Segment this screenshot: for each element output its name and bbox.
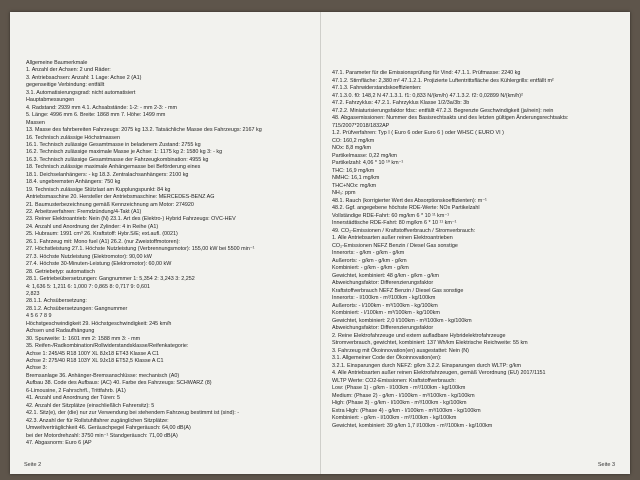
right-line: Außerorts: - l/100km - m³/100km - kg/100km [332,302,438,309]
left-line: 42.1. Sitz(e), der (die) nur zur Verwendung bei stehendem Fahrzeug bestimmt ist (sind): - [26,410,240,417]
left-line: 2,823 [26,290,40,297]
right-line: 48.2. Ggf. angegebene höchste RDE-Werte: NOx Partikelzahl [332,205,480,211]
left-line: gegenseitige Verbindung: entfällt [26,82,105,89]
right-line: 47.1. Parameter für die Emissionsprüfung für Vind: 47.1.1. Prüfmasse: 2240 kg [332,70,521,76]
right-line: 2. Reine Elektrofahrzeuge und extern aufladbare Hybridelektrofahrzeuge [332,332,506,339]
left-line: 28.1.1. Achsübersetzung: [26,298,87,305]
right-line: Medium: (Phase 2) - g/km - l/100km - m³/100km - kg/100km [332,392,475,399]
left-line: 42.3. Anzahl der für Rollstuhlfahrer zugänglichen Sitzplätze: [26,417,169,424]
right-line: THC+NOx: mg/km [332,182,377,189]
left-line: 16. Technisch zulässige Höchstmassen [26,134,120,141]
left-line: 23. Reiner Elektroantrieb: Nein (N) 23.1. Art des (Elektro-) Hybrid Fahrzeugs: OVC-HEV [26,216,236,223]
left-line: 3. Antriebsachsen: Anzahl: 1 Lage: Achse 2 (A1) [26,74,142,81]
right-line: Innerorts: - l/100km - m³/100km - kg/100km [332,295,436,301]
right-line: CO: 160,2 mg/km [332,137,375,144]
left-line: 42. Anzahl der Sitzplätze (einschließlich Fahrersitz): 5 [26,402,155,409]
right-line: 1.2. Prüfverfahren: Typ I ( Euro 6 oder Euro 6 ) oder WHSC ( EURO VI ) [332,130,504,136]
left-line: 22. Arbeitsverfahren: Fremdzündung/4-Takt (A1) [26,209,142,215]
page-3 [322,12,627,474]
left-line: 16.2. Technisch zulässige maximale Masse je Achse: 1: 1175 kg 2: 1580 kg 3: - kg [26,149,223,156]
left-line: 18. Technisch zulässige maximale Anhängemasse bei Beförderung eines [26,164,201,171]
right-line: 49. CO₂-Emissionen / Kraftstoffverbrauch / Stromverbrauch: [332,227,476,234]
right-line: Low: (Phase 1) - g/km - l/100km - m³/100km - kg/100km [332,385,466,391]
right-line: 47.1.3.0. f0: 148,2 N 47.1.3.1. f1: 0,833 N/(km/h) 47.1.3.2. f2: 0,02899 N/(km/h)² [332,92,523,99]
right-line: Außerorts: - g/km - g/km - g/km [332,257,407,264]
right-line: 48. Abgasemissionen: Nummer des Basisrechtsakts und des letzten gültigen Änderungsrechtsakts: [332,115,569,121]
left-line: bei der Motordrehzahl: 3750 min⁻¹ Standgeräusch: 71,00 dB(A) [26,432,178,439]
right-line: Abweichungsfaktor: Differenzierungsfaktor [332,280,434,286]
left-line: 6-Limousine, 2 Fahrschrfl., Trittfahrb. (A1) [26,387,126,394]
left-line: Allgemeine Baumerkmale [26,60,88,66]
right-line: 715/2007*2018/1832AP [332,122,390,129]
right-line: Kombiniert: - g/km - l/100km - m³/100km - kg/100km [332,415,457,421]
left-line: Achse 3: [26,365,47,372]
right-line: WLTP Werte: CO2-Emissionen: Kraftstoffverbrauch: [332,377,456,384]
left-line: 16.3. Technisch zulässige Gesamtmasse der Fahrzeugkombination: 4955 kg [26,156,209,163]
right-line: 48.1. Rauch (korrigierter Wert des Absorptionskoeffizienten): m⁻¹ [332,197,487,204]
left-line: Bremsanlage 36. Anhänger-Bremsanschlüsse: mechanisch (A0) [26,372,180,379]
right-line: Abweichungsfaktor: Differenzierungsfaktor [332,325,434,331]
right-line: THC: 16,9 mg/km [332,167,375,174]
left-line: 16.1. Technisch zulässige Gesamtmasse in beladenem Zustand: 2755 kg [26,141,201,148]
right-line: NOx: 8,8 mg/km [332,145,371,151]
left-line: 19. Technisch zulässige Stützlast am Kupplungspunkt: 84 kg [26,186,171,193]
left-line: Massen [26,119,45,126]
left-line: 28.1.2. Achsübersetzungen: Gangnummer [26,305,128,312]
document-sheet [10,12,630,474]
page-number-right: Seite 3 [597,462,615,468]
left-line: 41. Anzahl und Anordnung der Türen: 5 [26,395,121,402]
left-line: 5. Länge: 4996 mm 6. Breite: 1868 mm 7. Höhe: 1499 mm [26,112,166,119]
left-line: 18.4. ungebremsten Anhängers: 750 kg [26,179,121,186]
left-line: 27. Höchstleistung 27.1. Höchste Nutzleistung (Verbrennungsmotor): 155,00 kW bei 5500 min⁻¹ [26,246,255,253]
right-line: Vollständige RDE-Fahrt: 60 mg/km 6 * 10 ¹¹ km⁻¹ [332,212,449,219]
page-number-left: Seite 2 [24,462,42,468]
right-line: Gewichtet, kombiniert: 48 g/km - g/km - g/km [332,272,439,279]
left-line: Achse 1: 245/45 R18 100Y XL 8Jx18 ET43 Klasse A C1 [26,350,160,357]
right-line: Kraftstoffverbrauch NEFZ Benzin / Diesel Gas sonstige [332,287,464,294]
right-line: Stromverbrauch, gewichtet, kombiniert: 137 Wh/km Elektrische Reichweite: 55 km [332,340,528,346]
left-line: Achsen und Radaufhängung [26,328,95,335]
left-line: Höchstgeschwindigkeit 29. Höchstgeschwindigkeit: 245 km/h [26,320,172,327]
right-line: 47.1.2. Stirnfläche: 2,380 m² 47.1.2.1. Projizierte Luftentrittsfläche des Kühlergrills: entfällt m² [332,77,554,84]
right-line: 1. Alle Antriebsarten außer reinen Elektroantrieben [332,235,453,241]
right-line: 3.2.1. Einsparungen durch NEFZ: g/km 3.2.2. Einsparungen durch WLTP: g/km [332,362,521,369]
right-line: Kombiniert: - g/km - g/km - g/km [332,265,409,271]
right-line: Kombiniert: - l/100km - m³/100km - kg/100km [332,310,440,316]
right-line: 47.2.2. Miniaturisierungsfaktor fdsc: entfällt 47.2.3. Begrenzte Geschwindigkeit (ja/nein): nein [332,107,554,114]
right-line: 4. Alle Antriebsarten außer reinen Elektrofahrzeugen, gemäß Verordnung (EU) 2017/1151 [332,370,546,376]
left-line: Achse 2: 275/40 R18 103Y XL 9Jx18 ET52,5 Klasse A C1 [26,358,164,364]
left-line: 28. Getriebetyp: automatisch [26,268,95,275]
left-line: 47. Abgasnorm: Euro 6 (AP [26,439,92,446]
left-line: 27.4. Höchste 30-Minuten-Leistung (Elektromotor): 60,00 kW [26,261,172,268]
left-line: 3.1. Automatisierungsgrad: nicht automatisiert [26,89,136,96]
left-line: 4 5 6 7 8 9 [26,313,52,320]
left-line: Hauptabmessungen [26,97,75,104]
right-line: CO₂-Emissionen NEFZ Benzin / Diesel Gas sonstige [332,242,458,249]
right-line: Gewichtet, kombiniert: 39 g/km 1,7 l/100km - m³/100km - kg/100km [332,422,493,429]
page-2 [10,12,315,474]
left-line: 13. Masse des fahrbereiten Fahrzeugs: 2075 kg 13.2. Tatsächliche Masse des Fahrzeugs: 2167 kg [26,127,262,134]
right-line: Partikelzahl: 4,06 * 10 ¹⁰ km⁻¹ [332,160,404,166]
left-line: Aufbau 38. Code des Aufbaus: (AC) 40. Farbe des Fahrzeugs: SCHWARZ (8) [26,380,212,387]
right-line: Gewichtet, kombiniert: 2,0 l/100km - m³/100km - kg/100km [332,317,472,324]
left-line: 27.3. Höchste Nutzleistung (Elektromotor): 90,00 kW [26,253,152,260]
left-line: 30. Spurweite: 1: 1601 mm 2: 1588 mm 3: - mm [26,335,141,342]
right-line: NMHC: 16,1 mg/km [332,175,380,181]
right-line: Extra High: (Phase 4) - g/km - l/100km - m³/100km - kg/100km [332,407,481,414]
left-line: Antriebsmaschine 20. Hersteller der Antriebsmaschine: MERCEDES-BENZ AG [26,194,215,201]
page-fold [320,12,321,474]
right-line: 3. Fahrzeug mit Ökoinnovation(en) ausgestattet: Nein (N) [332,347,469,354]
left-line: 1. Anzahl der Achsen: 2 und Räder: [26,67,111,74]
left-line: 4. Radstand: 2939 mm 4.1. Achsabstände: 1-2: - mm 2-3: - mm [26,104,178,111]
left-line: 26.1. Fahrzeug mit: Mono fuel (A1) 26.2. (nur Zweistoffmotoren): [26,238,180,245]
left-line: 25. Hubraum: 1991 cm³ 26. Kraftstoff: Hybr.S/E; ext.aufl. (0021) [26,231,178,238]
left-line: 18.1. Deichselanhängers: - kg 18.3. Zentralachsanhängers: 2100 kg [26,171,189,178]
right-line: 47.2. Fahrzyklus: 47.2.1. Fahrzyklus Klasse 1/2/3a/3b: 3b [332,100,470,106]
right-line: Innerstädtische RDE-Fahrt: 80 mg/km 6 * 10 ¹¹ km⁻¹ [332,220,457,226]
left-line: 35. Reifen-/Radkombination/Rollwiderstandsklasse/Reifenkategorie: [26,343,189,350]
left-line: 28.1. Getriebeübersetzungen: Gangnummer 1: 5,354 2: 3,243 3: 2,252 [26,276,195,283]
left-line: 24. Anzahl und Anordnung der Zylinder: 4 in Reihe (A1) [26,223,159,230]
left-line: 21. Baumusterbezeichnung gemäß Kennzeichnung am Motor: 274920 [26,201,194,208]
right-line: 3.1. Allgemeiner Code der Ökoinnovation(en): [332,355,442,361]
left-line: 4: 1,636 5: 1,211 6: 1,000 7: 0,865 8: 0,717 9: 0,601 [26,283,150,290]
right-line: Partikelmasse: 0,22 mg/km [332,152,398,159]
right-line: NH₃: ppm [332,190,356,196]
right-line: Innerorts: - g/km - g/km - g/km [332,250,405,256]
right-line: 47.1.3. Fahrwiderstandskoeffizienten: [332,85,422,91]
right-line: High: (Phase 3) - g/km - l/100km - m³/100km - kg/100km [332,400,467,406]
left-line: Umweltverträglichkeit 46. Geräuschpegel Fahrgeräusch: 64,00 dB(A) [26,425,191,432]
